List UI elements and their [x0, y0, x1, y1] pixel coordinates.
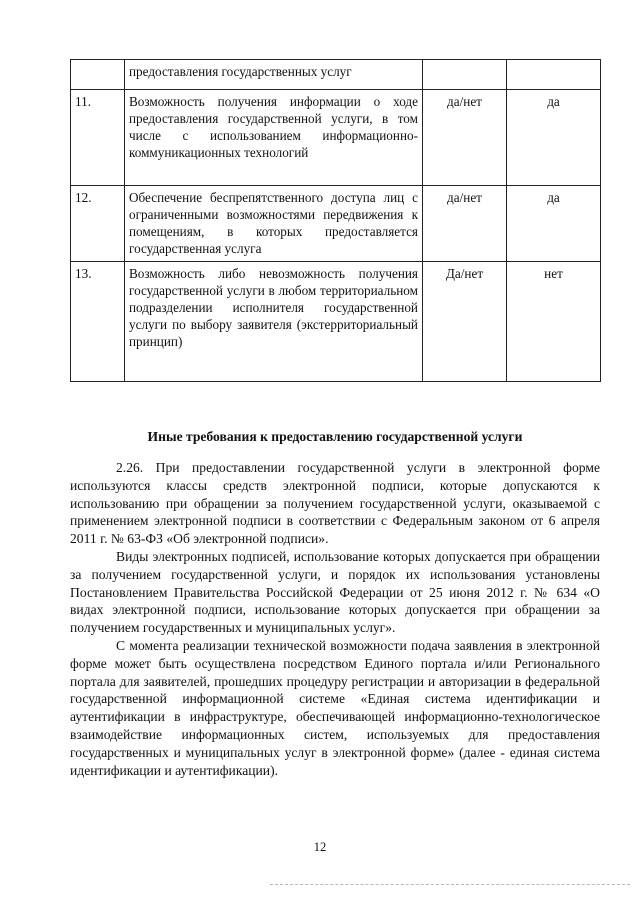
paragraph: С момента реализации технической возможности подача заявления в электронной форме может быть осуществлена посредством Единого портала и/или Регионального портала для заявителей, прошедших процедуру регистрации и авторизации в федеральной государственной информационной системе «Единая система идентификации и аутентификации в инфраструктуре, обеспечивающей информационно-технологическое взаимодействие информационных систем, используемых для предоставления государственных и муниципальных услуг в электронной форме» (далее - единая система идентификации и аутентификации).	[70, 637, 600, 778]
row-number: 11.	[71, 90, 125, 186]
indicator-name: предоставления государственных услуг	[125, 60, 423, 90]
table-row	[71, 262, 601, 382]
row-number: 13.	[71, 262, 125, 382]
table-row	[71, 90, 601, 186]
paragraph: 2.26. При предоставлении государственной услуги в электронной форме используются классы средств электронной подписи, которые допускаются к использованию при обращении за получением государственной услуги, оказываемой с применением электронной подписи в соответствии с Федеральным законом от 6 апреля 2011 г. № 63-ФЗ «Об электронной подписи».	[70, 460, 600, 547]
indicator-value: да	[507, 90, 601, 186]
indicator-unit	[423, 60, 507, 90]
indicator-name: Возможность получения информации о ходе предоставления государственной услуги, в том числе с использованием информационно-коммуникационных технологий	[125, 90, 423, 186]
section-body	[70, 459, 600, 779]
scan-artifact-line	[270, 884, 630, 885]
indicator-name: Возможность либо невозможность получения государственной услуги в любом территориальном подразделении исполнителя государственной услуги по выбору заявителя (экстерриториальный принцип)	[125, 262, 423, 382]
indicator-name: Обеспечение беспрепятственного доступа лиц с ограниченными возможностями передвижения к помещениям, в которых предоставляется государственная услуга	[125, 186, 423, 262]
paragraph: Виды электронных подписей, использование которых допускается при обращении за получением государственной услуги, и порядок их использования установлены Постановлением Правительства Российской Федерации от 25 июня 2012 г. № 634 «О видах электронной подписи, использование которых допускается при обращении за получением государственных и муниципальных услуг».	[70, 548, 600, 636]
indicator-value: да	[507, 186, 601, 262]
indicator-value: нет	[507, 262, 601, 382]
row-number: 12.	[71, 186, 125, 262]
row-number	[71, 60, 125, 90]
indicator-unit: да/нет	[423, 186, 507, 262]
indicator-unit: Да/нет	[423, 262, 507, 382]
requirements-table	[70, 59, 601, 382]
section-heading: Иные требования к предоставлению государственной услуги	[147, 429, 523, 444]
indicator-value	[507, 60, 601, 90]
page-number: 12	[313, 840, 327, 854]
table-row	[71, 186, 601, 262]
table-row	[71, 60, 601, 90]
indicator-unit: да/нет	[423, 90, 507, 186]
